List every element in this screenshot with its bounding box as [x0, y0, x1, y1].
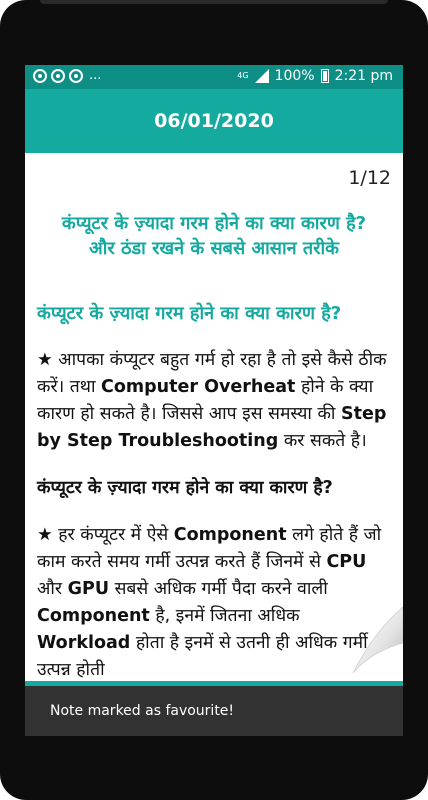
text-run: आपका कंप्यूटर बहुत गर्म हो रहा है तो इसे कैसे ठीक करें। तथा: [37, 350, 387, 397]
text-run: लगे होते हैं जो काम करते समय गर्मी उत्पन्न करते हैं जिनमें से: [37, 525, 382, 572]
section-subheading: कंप्यूटर के ज़्यादा गरम होने का क्या कारण है?: [37, 303, 342, 324]
more-notifications-indicator: ...: [89, 68, 102, 83]
app-bar: [25, 89, 403, 153]
star-bullet-icon: ★: [37, 350, 53, 370]
star-bullet-icon: ★: [37, 525, 53, 545]
page-number: 1/12: [348, 167, 391, 189]
text-run: हर कंप्यूटर में ऐसे: [52, 525, 174, 545]
status-time: 2:21 pm: [334, 68, 393, 84]
network-4g-icon: 4G: [237, 71, 249, 80]
note-title-line-2: और ठंडा रखने के सबसे आसान तरीके: [89, 238, 339, 259]
snackbar: [25, 686, 403, 736]
status-bar-notifications: [33, 68, 101, 83]
note-date-title: 06/01/2020: [154, 110, 274, 132]
snackbar-message: Note marked as favourite!: [50, 703, 235, 719]
bold-term: Workload: [37, 633, 131, 653]
status-bar-system: [237, 68, 393, 84]
bold-term: Component: [173, 525, 287, 545]
status-bar: [25, 65, 403, 89]
text-run: होता है इनमें से उतनी ही अधिक गर्मी उत्पन्न होती: [37, 633, 368, 680]
note-page[interactable]: [25, 153, 403, 681]
bold-term: GPU: [67, 579, 110, 599]
bold-term: CPU: [326, 552, 367, 572]
battery-percent: 100%: [274, 68, 315, 84]
bold-term: Computer Overheat: [101, 377, 296, 397]
text-run: सबसे अधिक गर्मी पैदा करने वाली: [109, 579, 328, 599]
phone-top-edge: [40, 0, 388, 4]
text-run: और: [37, 579, 68, 599]
screen: [25, 65, 403, 736]
app-notification-icon: [51, 69, 65, 83]
note-title: [39, 211, 389, 261]
signal-icon: [255, 69, 269, 83]
battery-icon: [321, 69, 329, 83]
app-notification-icon: [33, 69, 47, 83]
page-curl-icon[interactable]: [347, 607, 403, 679]
bold-term: Step by Step Troubleshooting: [37, 404, 387, 451]
bold-term: Component: [37, 606, 150, 626]
paragraph-2: [37, 522, 391, 681]
text-run: कर सकते है।: [278, 431, 367, 451]
note-body: [37, 300, 391, 681]
note-title-line-1: कंप्यूटर के ज़्यादा गरम होने का क्या कारण है?: [61, 213, 367, 234]
text-run: होने के क्या कारण हो सकते है। जिससे आप इस समस्या की: [37, 377, 374, 424]
app-notification-icon: [69, 69, 83, 83]
paragraph-1: [37, 347, 391, 455]
bold-heading: कंप्यूटर के ज़्यादा गरम होने का क्या कारण है?: [37, 478, 333, 498]
text-run: है, इनमें जितना अधिक: [149, 606, 300, 626]
